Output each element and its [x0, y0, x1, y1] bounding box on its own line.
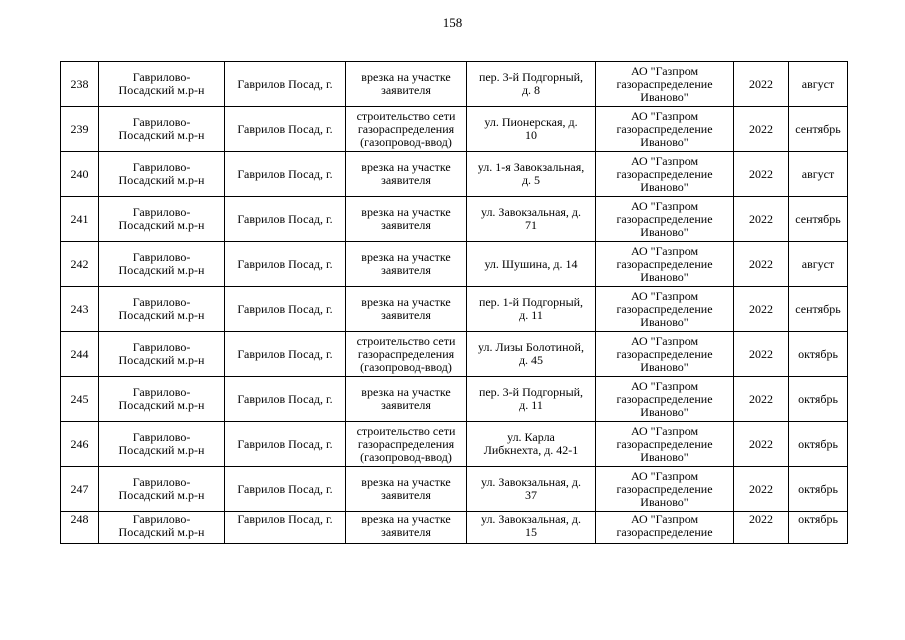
organization-cell-text: АО "Газпром газораспределение Иваново" — [616, 423, 713, 464]
month-cell-text: август — [801, 256, 835, 271]
organization-cell — [596, 242, 734, 287]
address-cell-text: ул. Карла Либкнехта, д. 42-1 — [483, 430, 579, 457]
organization-cell-text: АО "Газпром газораспределение Иваново" — [616, 243, 713, 284]
work-type-cell-text: врезка на участке заявителя — [361, 160, 451, 187]
row-number-cell-text: 239 — [70, 121, 89, 136]
year-cell-text: 2022 — [749, 436, 773, 451]
district-cell — [99, 107, 225, 152]
work-type-cell — [346, 467, 467, 512]
locality-cell-text: Гаврилов Посад, г. — [237, 76, 333, 91]
year-cell — [734, 422, 789, 467]
row-number-cell — [61, 377, 99, 422]
organization-cell — [596, 332, 734, 377]
table-row — [61, 107, 848, 152]
year-cell-text: 2022 — [749, 121, 773, 136]
organization-cell — [596, 107, 734, 152]
row-number-cell-text: 248 — [70, 512, 89, 526]
work-type-cell-text: врезка на участке заявителя — [361, 250, 451, 277]
district-cell-text: Гаврилово- Посадский м.р-н — [118, 205, 205, 232]
year-cell — [734, 512, 789, 544]
row-number-cell — [61, 512, 99, 544]
district-cell-text: Гаврилово- Посадский м.р-н — [118, 340, 205, 367]
district-cell-text: Гаврилово- Посадский м.р-н — [118, 250, 205, 277]
table-row — [61, 287, 848, 332]
row-number-cell — [61, 422, 99, 467]
district-cell — [99, 377, 225, 422]
organization-cell — [596, 287, 734, 332]
address-cell — [467, 242, 596, 287]
organization-cell-text: АО "Газпром газораспределение Иваново" — [616, 333, 713, 374]
address-cell — [467, 377, 596, 422]
locality-cell — [225, 422, 346, 467]
work-type-cell-text: врезка на участке заявителя — [361, 70, 451, 97]
work-type-cell-text: врезка на участке заявителя — [361, 385, 451, 412]
organization-cell-text: АО "Газпром газораспределение Иваново" — [616, 108, 713, 149]
year-cell-text: 2022 — [749, 256, 773, 271]
year-cell — [734, 467, 789, 512]
locality-cell — [225, 512, 346, 544]
district-cell — [99, 422, 225, 467]
page-number: 158 — [442, 15, 463, 30]
work-type-cell — [346, 512, 467, 544]
work-type-cell — [346, 107, 467, 152]
district-cell-text: Гаврилово- Посадский м.р-н — [118, 475, 205, 502]
organization-cell-text: АО "Газпром газораспределение Иваново" — [616, 63, 713, 104]
table-row — [61, 197, 848, 242]
month-cell — [789, 62, 848, 107]
work-type-cell-text: строительство сети газораспределения (газопровод-ввод) — [356, 333, 456, 374]
month-cell — [789, 242, 848, 287]
work-type-cell-text: строительство сети газораспределения (газопровод-ввод) — [356, 108, 456, 149]
address-cell-text: пер. 3-й Подгорный, д. 11 — [478, 385, 584, 412]
year-cell-text: 2022 — [749, 481, 773, 496]
locality-cell-text: Гаврилов Посад, г. — [237, 301, 333, 316]
work-type-cell-text: врезка на участке заявителя — [361, 475, 451, 502]
year-cell — [734, 242, 789, 287]
address-cell — [467, 332, 596, 377]
month-cell — [789, 422, 848, 467]
address-cell-text: ул. Шушина, д. 14 — [484, 256, 578, 271]
organization-cell — [596, 512, 734, 544]
locality-cell — [225, 242, 346, 287]
month-cell-text: октябрь — [798, 346, 838, 361]
district-cell-text: Гаврилово- Посадский м.р-н — [118, 115, 205, 142]
locality-cell-text: Гаврилов Посад, г. — [237, 481, 333, 496]
gas-works-table — [60, 61, 848, 544]
locality-cell-text: Гаврилов Посад, г. — [237, 436, 333, 451]
year-cell-text: 2022 — [749, 512, 773, 526]
address-cell-text: пер. 3-й Подгорный, д. 8 — [478, 70, 584, 97]
row-number-cell-text: 238 — [70, 76, 89, 91]
organization-cell-text: АО "Газпром газораспределение Иваново" — [616, 468, 713, 509]
month-cell — [789, 467, 848, 512]
work-type-cell — [346, 332, 467, 377]
district-cell — [99, 152, 225, 197]
work-type-cell-text: строительство сети газораспределения (газопровод-ввод) — [356, 423, 456, 464]
address-cell — [467, 287, 596, 332]
year-cell-text: 2022 — [749, 166, 773, 181]
table-row — [61, 242, 848, 287]
row-number-cell — [61, 332, 99, 377]
district-cell — [99, 197, 225, 242]
address-cell-text: ул. Завокзальная, д. 37 — [480, 475, 582, 502]
locality-cell-text: Гаврилов Посад, г. — [237, 391, 333, 406]
month-cell-text: август — [801, 76, 835, 91]
locality-cell — [225, 377, 346, 422]
table-row — [61, 152, 848, 197]
organization-cell-text: АО "Газпром газораспределение Иваново" — [616, 153, 713, 194]
work-type-cell-text: врезка на участке заявителя — [361, 205, 451, 232]
month-cell-text: октябрь — [798, 391, 838, 406]
district-cell — [99, 467, 225, 512]
row-number-cell-text: 242 — [70, 256, 89, 271]
month-cell-text: сентябрь — [795, 211, 841, 226]
row-number-cell — [61, 152, 99, 197]
locality-cell — [225, 62, 346, 107]
district-cell-text: Гаврилово- Посадский м.р-н — [118, 512, 205, 539]
month-cell — [789, 512, 848, 544]
month-cell — [789, 197, 848, 242]
district-cell-text: Гаврилово- Посадский м.р-н — [118, 160, 205, 187]
row-number-cell — [61, 107, 99, 152]
row-number-cell-text: 247 — [70, 481, 89, 496]
work-type-cell — [346, 152, 467, 197]
address-cell — [467, 152, 596, 197]
row-number-cell-text: 243 — [70, 301, 89, 316]
year-cell-text: 2022 — [749, 391, 773, 406]
work-type-cell-text: врезка на участке заявителя — [361, 512, 451, 539]
district-cell — [99, 332, 225, 377]
locality-cell — [225, 467, 346, 512]
table-row — [61, 62, 848, 107]
year-cell — [734, 287, 789, 332]
organization-cell — [596, 422, 734, 467]
address-cell-text: ул. Завокзальная, д. 15 — [480, 512, 582, 539]
address-cell — [467, 107, 596, 152]
organization-cell — [596, 62, 734, 107]
month-cell-text: октябрь — [798, 481, 838, 496]
year-cell-text: 2022 — [749, 76, 773, 91]
district-cell-text: Гаврилово- Посадский м.р-н — [118, 295, 205, 322]
row-number-cell-text: 245 — [70, 391, 89, 406]
address-cell — [467, 512, 596, 544]
row-number-cell-text: 246 — [70, 436, 89, 451]
month-cell-text: октябрь — [798, 436, 838, 451]
month-cell-text: август — [801, 166, 835, 181]
address-cell — [467, 62, 596, 107]
year-cell — [734, 197, 789, 242]
locality-cell — [225, 332, 346, 377]
row-number-cell-text: 240 — [70, 166, 89, 181]
row-number-cell — [61, 197, 99, 242]
table-row — [61, 422, 848, 467]
month-cell — [789, 152, 848, 197]
organization-cell — [596, 467, 734, 512]
row-number-cell-text: 241 — [70, 211, 89, 226]
district-cell — [99, 62, 225, 107]
table-row — [61, 512, 848, 544]
month-cell-text: сентябрь — [795, 301, 841, 316]
month-cell — [789, 332, 848, 377]
locality-cell — [225, 197, 346, 242]
district-cell-text: Гаврилово- Посадский м.р-н — [118, 430, 205, 457]
month-cell-text: октябрь — [798, 512, 838, 526]
work-type-cell — [346, 377, 467, 422]
district-cell — [99, 512, 225, 544]
row-number-cell — [61, 242, 99, 287]
district-cell — [99, 287, 225, 332]
table-body — [61, 62, 848, 544]
year-cell — [734, 62, 789, 107]
address-cell — [467, 197, 596, 242]
row-number-cell — [61, 62, 99, 107]
work-type-cell — [346, 62, 467, 107]
work-type-cell — [346, 242, 467, 287]
organization-cell — [596, 197, 734, 242]
row-number-cell — [61, 287, 99, 332]
district-cell — [99, 242, 225, 287]
year-cell — [734, 377, 789, 422]
work-type-cell — [346, 287, 467, 332]
year-cell-text: 2022 — [749, 346, 773, 361]
address-cell-text: ул. Завокзальная, д. 71 — [480, 205, 582, 232]
month-cell — [789, 107, 848, 152]
address-cell-text: ул. Лизы Болотиной, д. 45 — [478, 340, 584, 367]
locality-cell-text: Гаврилов Посад, г. — [237, 256, 333, 271]
locality-cell-text: Гаврилов Посад, г. — [237, 346, 333, 361]
month-cell-text: сентябрь — [795, 121, 841, 136]
work-type-cell-text: врезка на участке заявителя — [361, 295, 451, 322]
table-row — [61, 377, 848, 422]
organization-cell-text: АО "Газпром газораспределение Иваново" — [616, 288, 713, 329]
row-number-cell — [61, 467, 99, 512]
work-type-cell — [346, 197, 467, 242]
work-type-cell — [346, 422, 467, 467]
address-cell — [467, 422, 596, 467]
locality-cell-text: Гаврилов Посад, г. — [237, 166, 333, 181]
locality-cell-text: Гаврилов Посад, г. — [237, 512, 333, 526]
locality-cell-text: Гаврилов Посад, г. — [237, 121, 333, 136]
locality-cell — [225, 107, 346, 152]
district-cell-text: Гаврилово- Посадский м.р-н — [118, 385, 205, 412]
address-cell-text: пер. 1-й Подгорный, д. 11 — [478, 295, 584, 322]
locality-cell-text: Гаврилов Посад, г. — [237, 211, 333, 226]
year-cell-text: 2022 — [749, 211, 773, 226]
organization-cell-text: АО "Газпром газораспределение — [616, 512, 713, 539]
table-row — [61, 467, 848, 512]
year-cell — [734, 107, 789, 152]
organization-cell — [596, 152, 734, 197]
year-cell — [734, 332, 789, 377]
table-row — [61, 332, 848, 377]
row-number-cell-text: 244 — [70, 346, 89, 361]
organization-cell-text: АО "Газпром газораспределение Иваново" — [616, 378, 713, 419]
locality-cell — [225, 152, 346, 197]
organization-cell-text: АО "Газпром газораспределение Иваново" — [616, 198, 713, 239]
address-cell — [467, 467, 596, 512]
district-cell-text: Гаврилово- Посадский м.р-н — [118, 70, 205, 97]
locality-cell — [225, 287, 346, 332]
organization-cell — [596, 377, 734, 422]
address-cell-text: ул. Пионерская, д. 10 — [484, 115, 578, 142]
month-cell — [789, 287, 848, 332]
year-cell — [734, 152, 789, 197]
month-cell — [789, 377, 848, 422]
address-cell-text: ул. 1-я Завокзальная, д. 5 — [477, 160, 585, 187]
year-cell-text: 2022 — [749, 301, 773, 316]
